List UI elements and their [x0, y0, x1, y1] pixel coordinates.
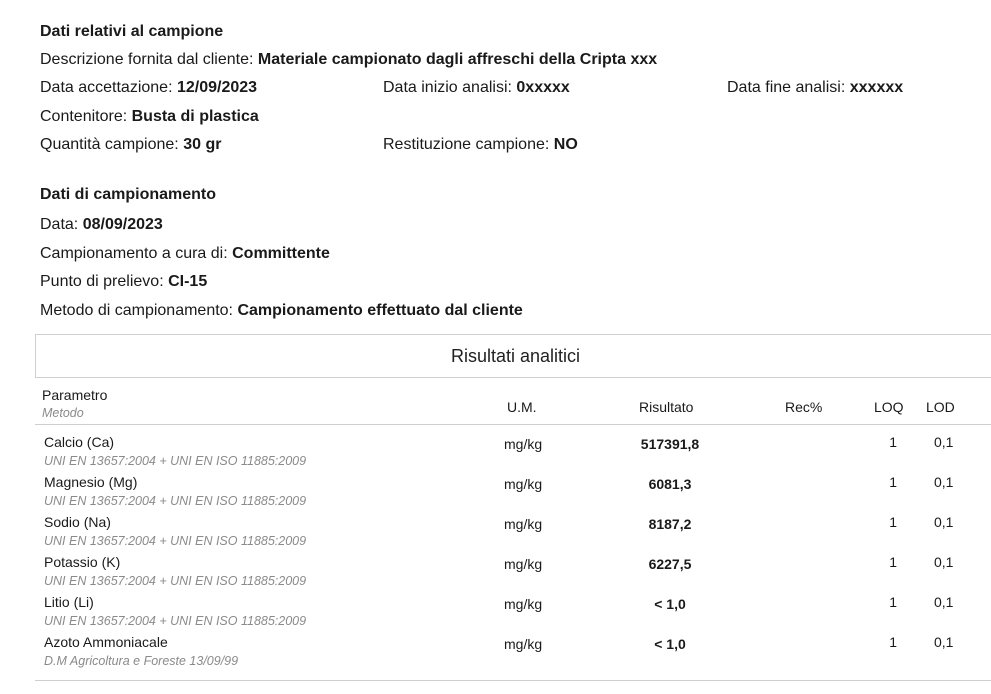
- contenitore-line: [40, 108, 259, 126]
- data-line: [40, 216, 163, 234]
- cell-risultato: 517391,8: [640, 436, 700, 452]
- restituzione-line: [383, 136, 578, 154]
- cell-parametro: Sodio (Na): [44, 514, 111, 530]
- fine-line: [727, 79, 903, 97]
- cell-metodo: D.M Agricoltura e Foreste 13/09/99: [44, 654, 239, 668]
- section-title-campione: Dati relativi al campione: [40, 23, 224, 40]
- cell-lod: 0,1: [934, 474, 954, 490]
- table-row: [35, 594, 991, 634]
- section-title-campionamento: Dati di campionamento: [40, 186, 217, 203]
- header-risultato: Risultato: [639, 399, 694, 415]
- cell-loq: 1: [889, 554, 897, 570]
- cell-risultato: < 1,0: [654, 636, 686, 652]
- header-parametro: Parametro: [42, 387, 108, 403]
- cell-um: mg/kg: [504, 476, 543, 492]
- metodo-value: Campionamento effettuato dal cliente: [237, 302, 523, 319]
- table-row: [35, 634, 991, 674]
- cell-loq: 1: [889, 634, 897, 650]
- fine-label: Data fine analisi:: [727, 79, 846, 96]
- header-lod: LOD: [926, 399, 955, 415]
- quantita-label: Quantità campione:: [40, 136, 179, 153]
- cell-risultato: 6227,5: [648, 556, 692, 572]
- results-title: Risultati analitici: [450, 346, 581, 366]
- table-header: [35, 379, 991, 425]
- restituzione-label: Restituzione campione:: [383, 136, 550, 153]
- fine-value: xxxxxx: [849, 79, 904, 96]
- punto-label: Punto di prelievo:: [40, 273, 164, 290]
- table-row: [35, 434, 991, 474]
- cell-um: mg/kg: [504, 556, 543, 572]
- cell-risultato: < 1,0: [654, 596, 686, 612]
- cell-parametro: Potassio (K): [44, 554, 121, 570]
- contenitore-label: Contenitore:: [40, 108, 128, 125]
- cell-lod: 0,1: [934, 634, 954, 650]
- cura-label: Campionamento a cura di:: [40, 245, 228, 262]
- contenitore-value: Busta di plastica: [131, 108, 259, 125]
- data-label: Data:: [40, 216, 79, 233]
- cell-metodo: UNI EN 13657:2004 + UNI EN ISO 11885:2009: [44, 614, 307, 628]
- cura-line: [40, 245, 330, 263]
- table-row: [35, 554, 991, 594]
- punto-line: [40, 273, 207, 291]
- header-loq: LOQ: [874, 399, 904, 415]
- cell-loq: 1: [889, 514, 897, 530]
- cell-risultato: 8187,2: [648, 516, 692, 532]
- data-value: 08/09/2023: [82, 216, 163, 233]
- accettazione-label: Data accettazione:: [40, 79, 173, 96]
- cell-parametro: Calcio (Ca): [44, 434, 115, 450]
- metodo-label: Metodo di campionamento:: [40, 302, 233, 319]
- descrizione-line: [40, 51, 657, 69]
- cell-lod: 0,1: [934, 514, 954, 530]
- header-um: U.M.: [507, 399, 537, 415]
- table-bottom-rule: [35, 680, 991, 681]
- cura-value: Committente: [232, 245, 330, 262]
- descrizione-label: Descrizione fornita dal cliente:: [40, 51, 254, 68]
- cell-risultato: 6081,3: [648, 476, 692, 492]
- cell-um: mg/kg: [504, 596, 543, 612]
- cell-metodo: UNI EN 13657:2004 + UNI EN ISO 11885:2009: [44, 574, 307, 588]
- cell-lod: 0,1: [934, 594, 954, 610]
- header-rec: Rec%: [785, 399, 823, 415]
- cell-um: mg/kg: [504, 516, 543, 532]
- cell-lod: 0,1: [934, 434, 954, 450]
- cell-um: mg/kg: [504, 436, 543, 452]
- cell-loq: 1: [889, 434, 897, 450]
- cell-parametro: Litio (Li): [44, 594, 94, 610]
- table-row: [35, 474, 991, 514]
- cell-loq: 1: [889, 474, 897, 490]
- cell-loq: 1: [889, 594, 897, 610]
- cell-lod: 0,1: [934, 554, 954, 570]
- descrizione-value: Materiale campionato dagli affreschi della Cripta xxx: [257, 51, 658, 68]
- quantita-line: [40, 136, 221, 154]
- inizio-value: 0xxxxx: [516, 79, 570, 96]
- quantita-value: 30 gr: [183, 136, 222, 153]
- cell-parametro: Azoto Ammoniacale: [44, 634, 168, 650]
- metodo-line: [40, 302, 523, 320]
- punto-value: CI-15: [168, 273, 208, 290]
- accettazione-value: 12/09/2023: [176, 79, 258, 96]
- cell-metodo: UNI EN 13657:2004 + UNI EN ISO 11885:2009: [44, 494, 307, 508]
- cell-um: mg/kg: [504, 636, 543, 652]
- restituzione-value: NO: [553, 136, 578, 153]
- accettazione-line: [40, 79, 257, 97]
- cell-parametro: Magnesio (Mg): [44, 474, 138, 490]
- cell-metodo: UNI EN 13657:2004 + UNI EN ISO 11885:2009: [44, 534, 307, 548]
- results-title-box: [35, 334, 991, 378]
- table-row: [35, 514, 991, 554]
- inizio-label: Data inizio analisi:: [383, 79, 512, 96]
- cell-metodo: UNI EN 13657:2004 + UNI EN ISO 11885:2009: [44, 454, 307, 468]
- inizio-line: [383, 79, 570, 97]
- header-metodo: Metodo: [42, 406, 84, 420]
